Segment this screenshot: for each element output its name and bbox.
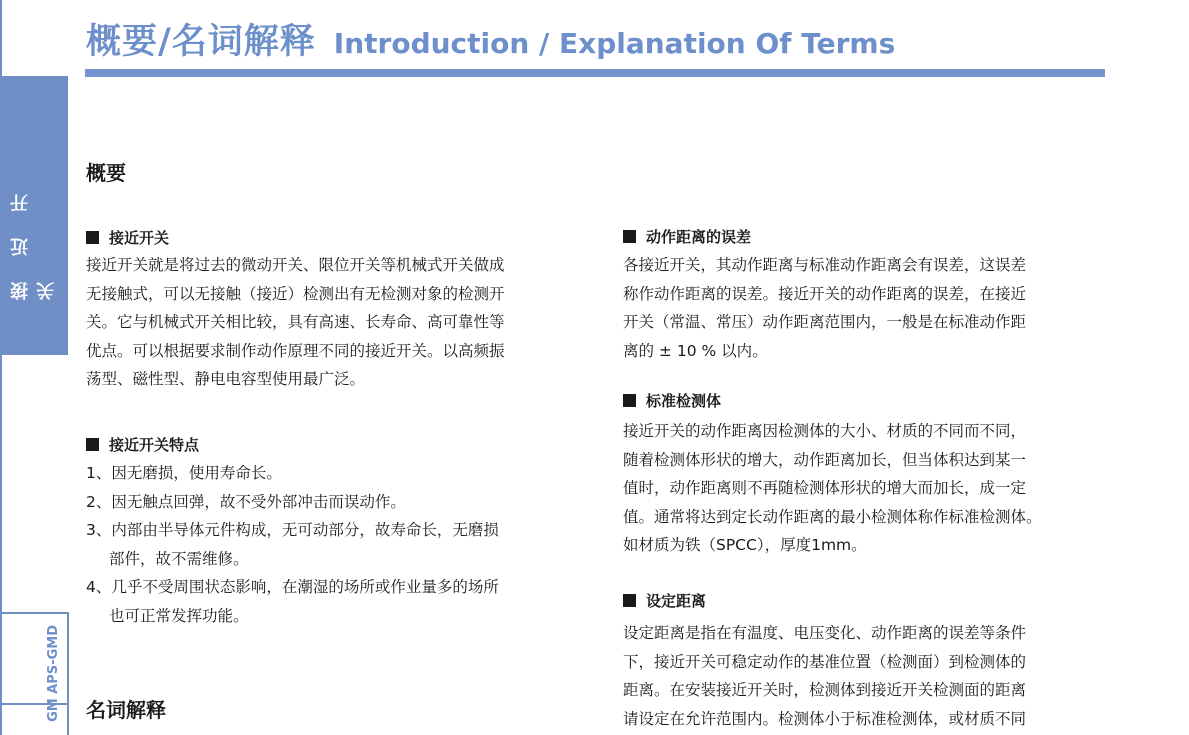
paragraph-line: 请设定在允许范围内。检测体小于标准检测体，或材质不同 [623,709,1027,728]
title-underline-bar [85,69,1105,77]
paragraph-line: 优点。可以根据要求制作动作原理不同的接近开关。以高频振 [86,341,505,360]
subheading-proximity-switch [86,227,169,248]
title-chinese: 概要/名词解释 [86,22,316,62]
square-bullet-icon [86,231,99,244]
paragraph-line: 各接近开关，其动作距离与标准动作距离会有误差，这误差 [623,256,1027,274]
section-title-terms: 名词解释 [86,698,166,722]
setting-distance-paragraph [623,619,1026,733]
section-title-overview: 概要 [86,161,126,185]
list-item-continuation: 也可正常发挥功能。 [109,606,249,625]
paragraph-line: 值时，动作距离则不再随检测体形状的增大而加长，成一定 [623,479,1027,497]
distance-error-paragraph [623,251,1026,365]
paragraph-line: 接近开关的动作距离因检测体的大小、材质的不同而不同， [623,422,1027,440]
subheading-setting-distance [623,590,706,611]
square-bullet-icon [623,230,636,243]
subheading-label: 动作距离的误差 [646,228,752,246]
side-footer-divider-vertical [67,612,69,735]
page-title [86,14,895,64]
list-item: 2、因无触点回弹，故不受外部冲击而误动作。 [86,492,406,511]
subheading-label: 接近开关特点 [109,436,200,454]
side-tab-label-wrap [0,130,68,300]
side-footer-label-wrap [40,612,66,735]
paragraph-line: 接近开关就是将过去的微动开关、限位开关等机械式开关做成 [86,256,505,274]
subheading-standard-target [623,390,721,411]
subheading-features [86,434,199,455]
paragraph-line: 开关（常温、常压）动作距离范围内，一般是在标准动作距 [623,313,1027,331]
features-list [86,459,499,630]
paragraph-line: 无接触式，可以无接触（接近）检测出有无检测对象的检测开 [86,284,505,303]
paragraph-line: 关。它与机械式开关相比较，具有高速、长寿命、高可靠性等 [86,313,505,331]
subheading-label: 设定距离 [646,592,707,610]
paragraph-line: 如材质为铁（SPCC），厚度1mm。 [623,536,867,554]
paragraph-line: 荡型、磁性型、静电电容型使用最广泛。 [86,370,366,388]
paragraph-line: 随着检测体形状的增大，动作距离加长，但当体积达到某一 [623,450,1027,469]
paragraph-line: 设定距离是指在有温度、电压变化、动作距离的误差等条件 [623,624,1027,642]
paragraph-line: 下，接近开关可稳定动作的基准位置（检测面）到检测体的 [623,652,1027,671]
square-bullet-icon [623,594,636,607]
subheading-label: 接近开关 [109,229,170,247]
list-item: 1、因无磨损，使用寿命长。 [86,464,282,482]
paragraph-line: 离的 ± 10 % 以内。 [623,341,768,360]
list-item-continuation: 部件，故不需维修。 [109,549,249,568]
proximity-paragraph [86,251,505,394]
side-tab-label: 接近开关 [10,168,57,300]
paragraph-line: 距离。在安装接近开关时，检测体到接近开关检测面的距离 [623,681,1027,699]
list-item: 4、几乎不受周围状态影响，在潮湿的场所或作业量多的场所 [86,578,499,596]
subheading-label: 标准检测体 [646,392,722,410]
square-bullet-icon [86,438,99,451]
subheading-distance-error [623,226,751,247]
paragraph-line: 称作动作距离的误差。接近开关的动作距离的误差，在接近 [623,284,1027,303]
side-footer-label: GM APS-GMD [45,625,61,722]
standard-target-paragraph [623,417,1042,560]
title-english: Introduction / Explanation Of Terms [333,27,896,60]
paragraph-line: 值。通常将达到定长动作距离的最小检测体称作标准检测体。 [623,507,1042,526]
square-bullet-icon [623,394,636,407]
list-item: 3、内部由半导体元件构成，无可动部分，故寿命长，无磨损 [86,521,499,539]
